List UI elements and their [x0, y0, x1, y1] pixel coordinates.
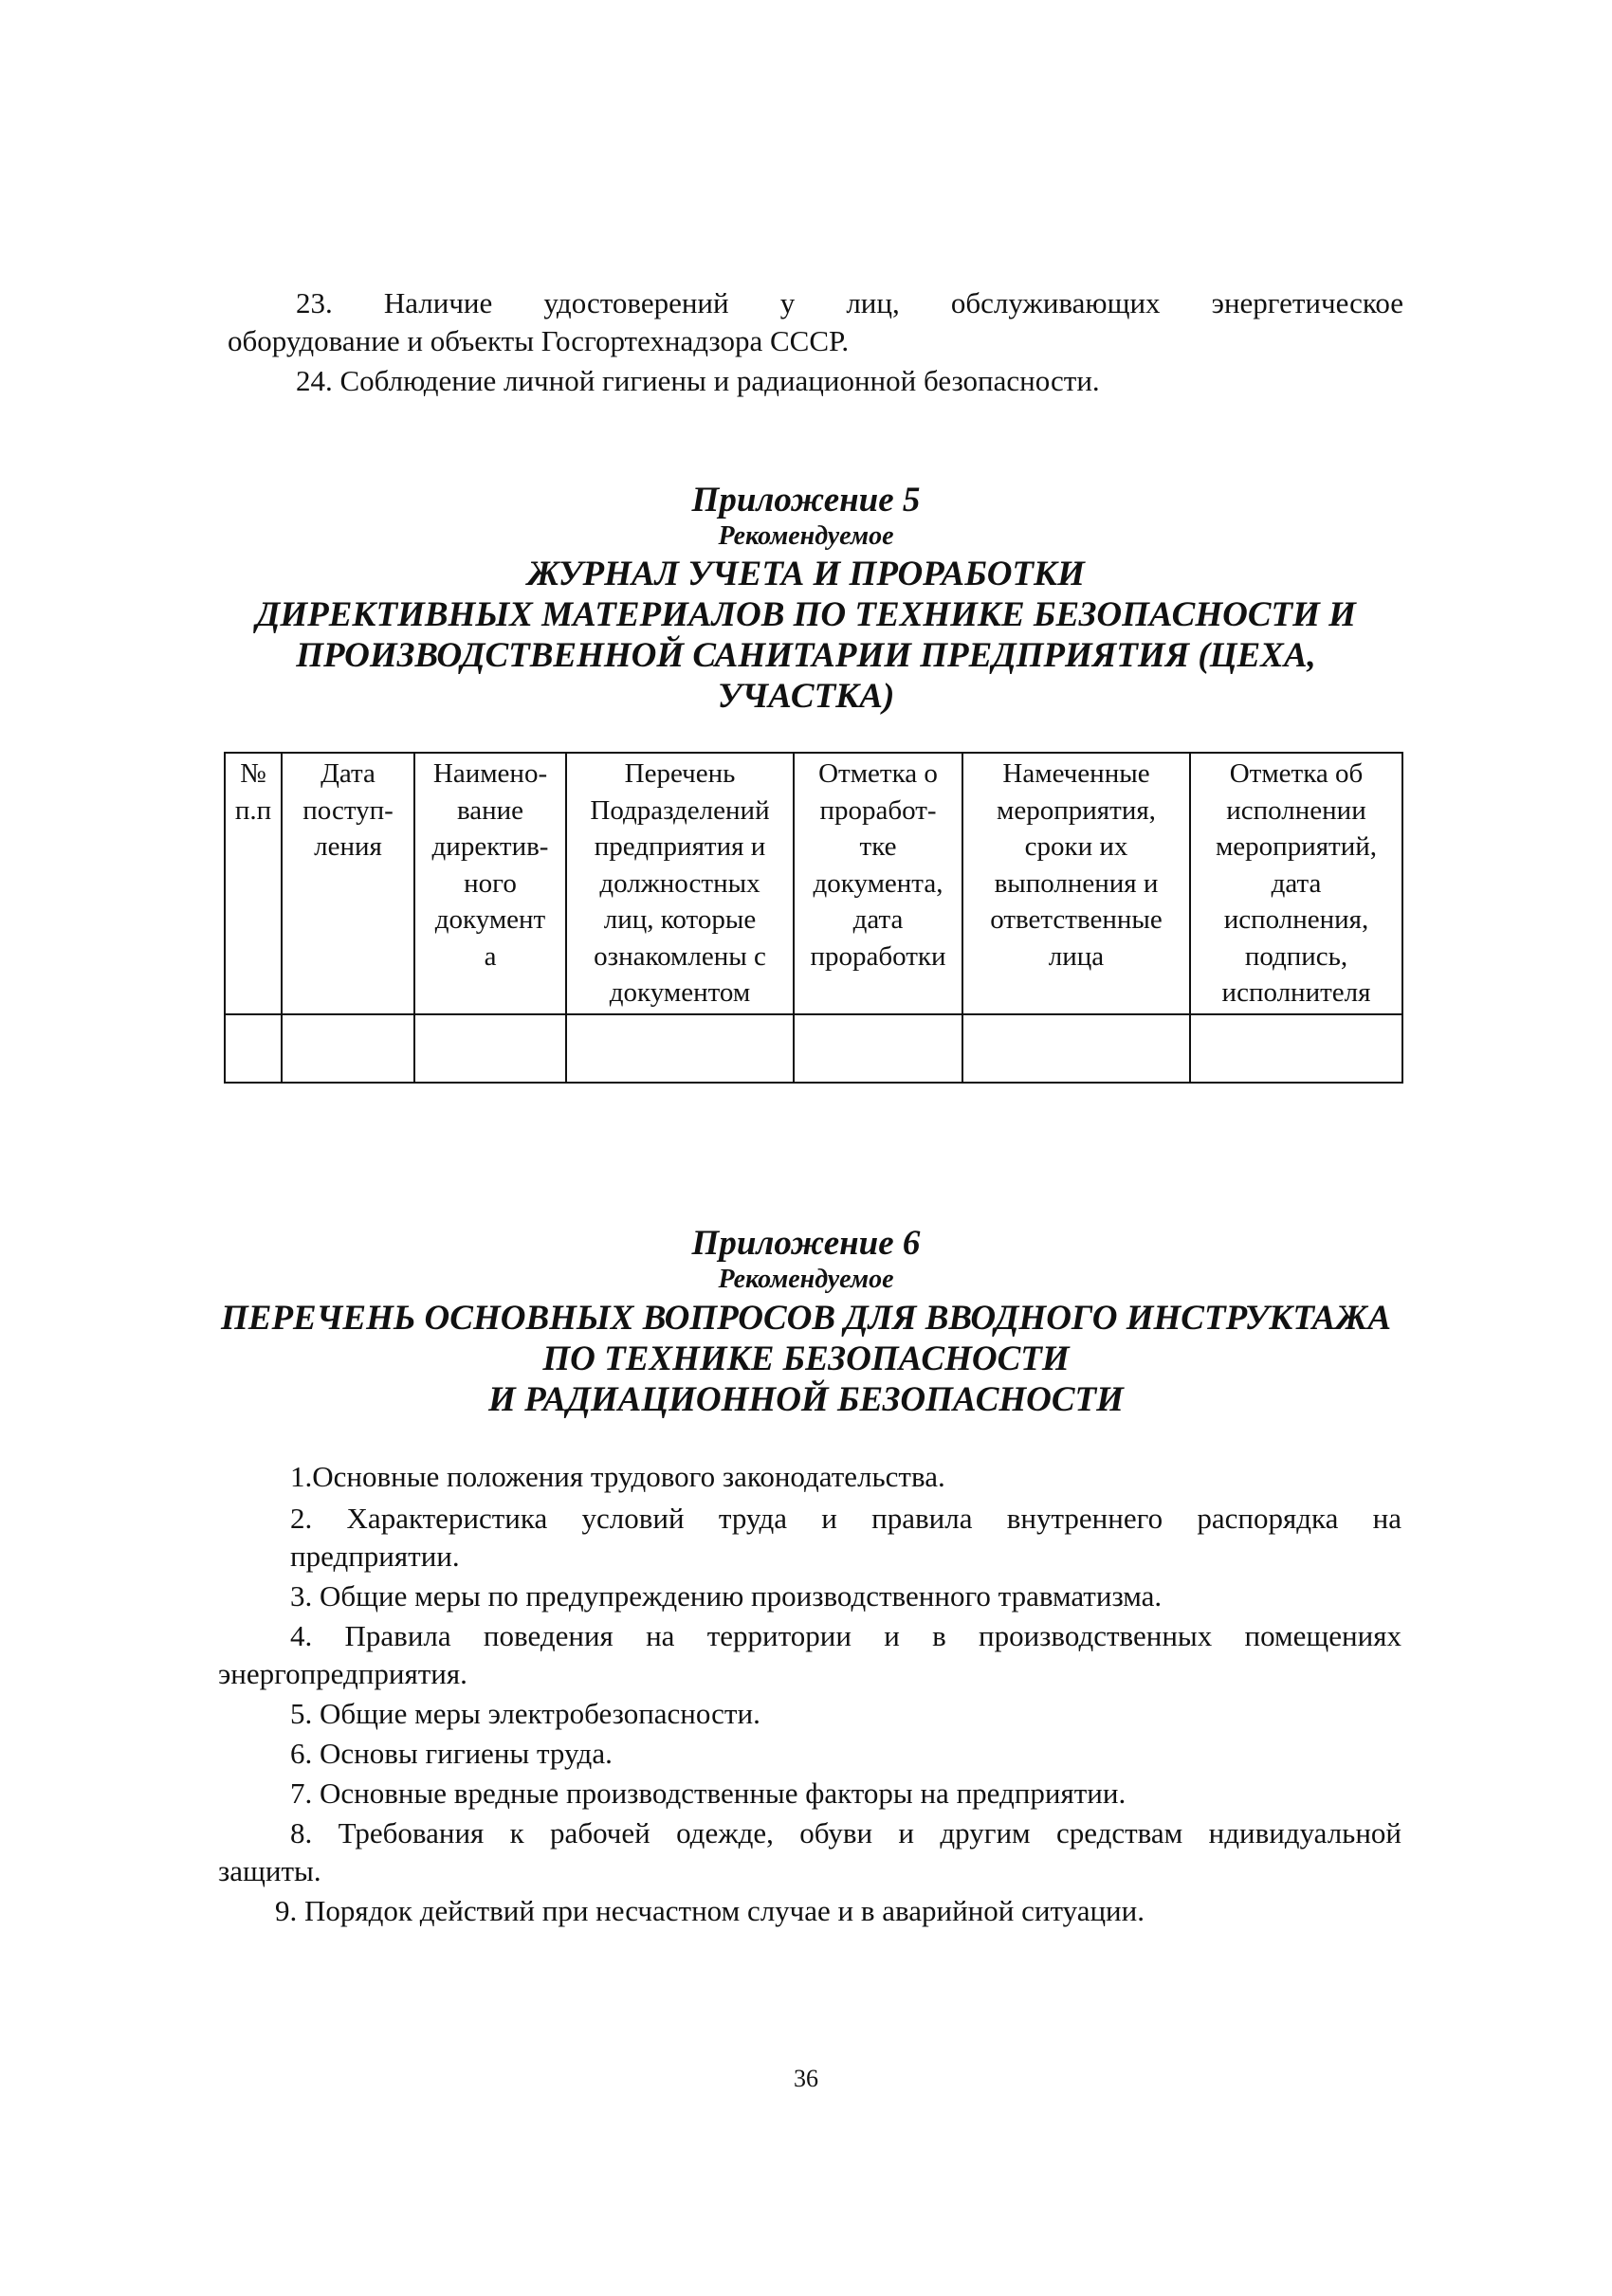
- table-cell: [282, 1014, 414, 1083]
- appendix6-label: Приложение 6: [691, 1224, 921, 1263]
- question-8-line2: защиты.: [218, 1854, 321, 1887]
- appendix5-sub: Рекомендуемое: [718, 521, 894, 551]
- question-1: 1.Основные положения трудового законодательства.: [290, 1460, 945, 1493]
- list-item-24: 24. Соблюдение личной гигиены и радиационной безопасности.: [296, 364, 1100, 397]
- table-cell: [566, 1014, 794, 1083]
- page-number: 36: [794, 2065, 818, 2092]
- appendix6-title-line2: ПО ТЕХНИКЕ БЕЗОПАСНОСТИ: [542, 1339, 1070, 1378]
- question-8-line1: 8. Требования к рабочей одежде, обуви и другим средствам ндивидуальной: [290, 1816, 1401, 1850]
- question-4-line2: энергопредприятия.: [218, 1657, 467, 1690]
- table-cell: [225, 1014, 282, 1083]
- question-2-line1: 2. Характеристика условий труда и правила внутреннего распорядка на: [290, 1502, 1401, 1535]
- header-cell-date: Дата поступ- ления: [282, 753, 414, 1014]
- appendix5-title-line2: ДИРЕКТИВНЫХ МАТЕРИАЛОВ ПО ТЕХНИКЕ БЕЗОПАСНОСТИ И: [256, 595, 1356, 634]
- header-cell-number: № п.п: [225, 753, 282, 1014]
- header-cell-execution-mark: Отметка об исполнении мероприятий, дата исполнения, подпись, исполнителя: [1190, 753, 1402, 1014]
- appendix5-title-line1: ЖУРНАЛ УЧЕТА И ПРОРАБОТКИ: [527, 555, 1085, 593]
- journal-table-header-row: [225, 753, 1402, 1014]
- question-6: 6. Основы гигиены труда.: [290, 1737, 613, 1770]
- appendix6-sub: Рекомендуемое: [718, 1265, 894, 1294]
- table-row: [225, 1014, 1402, 1083]
- header-cell-doc-name: Наимено- вание директив- ного документ а: [414, 753, 566, 1014]
- appendix6-title-line3: И РАДИАЦИОННОЙ БЕЗОПАСНОСТИ: [488, 1380, 1124, 1419]
- list-item-23-line1: 23. Наличие удостоверений у лиц, обслуживающих энергетическое: [296, 286, 1403, 319]
- question-9: 9. Порядок действий при несчастном случае и в аварийной ситуации.: [275, 1894, 1145, 1927]
- appendix5-title-line3: ПРОИЗВОДСТВЕННОЙ САНИТАРИИ ПРЕДПРИЯТИЯ (ЦЕХА,: [296, 636, 1316, 675]
- question-7: 7. Основные вредные производственные факторы на предприятии.: [290, 1777, 1127, 1810]
- header-cell-departments: Перечень Подразделений предприятия и должностных лиц, которые ознакомлены с документом: [566, 753, 794, 1014]
- journal-table: [224, 752, 1403, 1084]
- list-item-23-line2: оборудование и объекты Госгортехнадзора СССР.: [228, 324, 850, 357]
- header-cell-planned-measures: Намеченные мероприятия, сроки их выполнения и ответственные лица: [962, 753, 1190, 1014]
- table-cell: [1190, 1014, 1402, 1083]
- question-4-line1: 4. Правила поведения на территории и в производственных помещениях: [290, 1619, 1401, 1652]
- appendix6-title-line1: ПЕРЕЧЕНЬ ОСНОВНЫХ ВОПРОСОВ ДЛЯ ВВОДНОГО ИНСТРУКТАЖА: [220, 1299, 1391, 1338]
- question-2-line2: предприятии.: [290, 1540, 460, 1573]
- appendix5-title-line4: УЧАСТКА): [717, 677, 895, 716]
- table-cell: [962, 1014, 1190, 1083]
- table-cell: [794, 1014, 962, 1083]
- appendix5-label: Приложение 5: [691, 481, 921, 519]
- table-cell: [414, 1014, 566, 1083]
- question-5: 5. Общие меры электробезопасности.: [290, 1697, 760, 1730]
- question-3: 3. Общие меры по предупреждению производственного травматизма.: [290, 1579, 1163, 1613]
- header-cell-review-mark: Отметка о проработ- тке документа, дата проработки: [794, 753, 962, 1014]
